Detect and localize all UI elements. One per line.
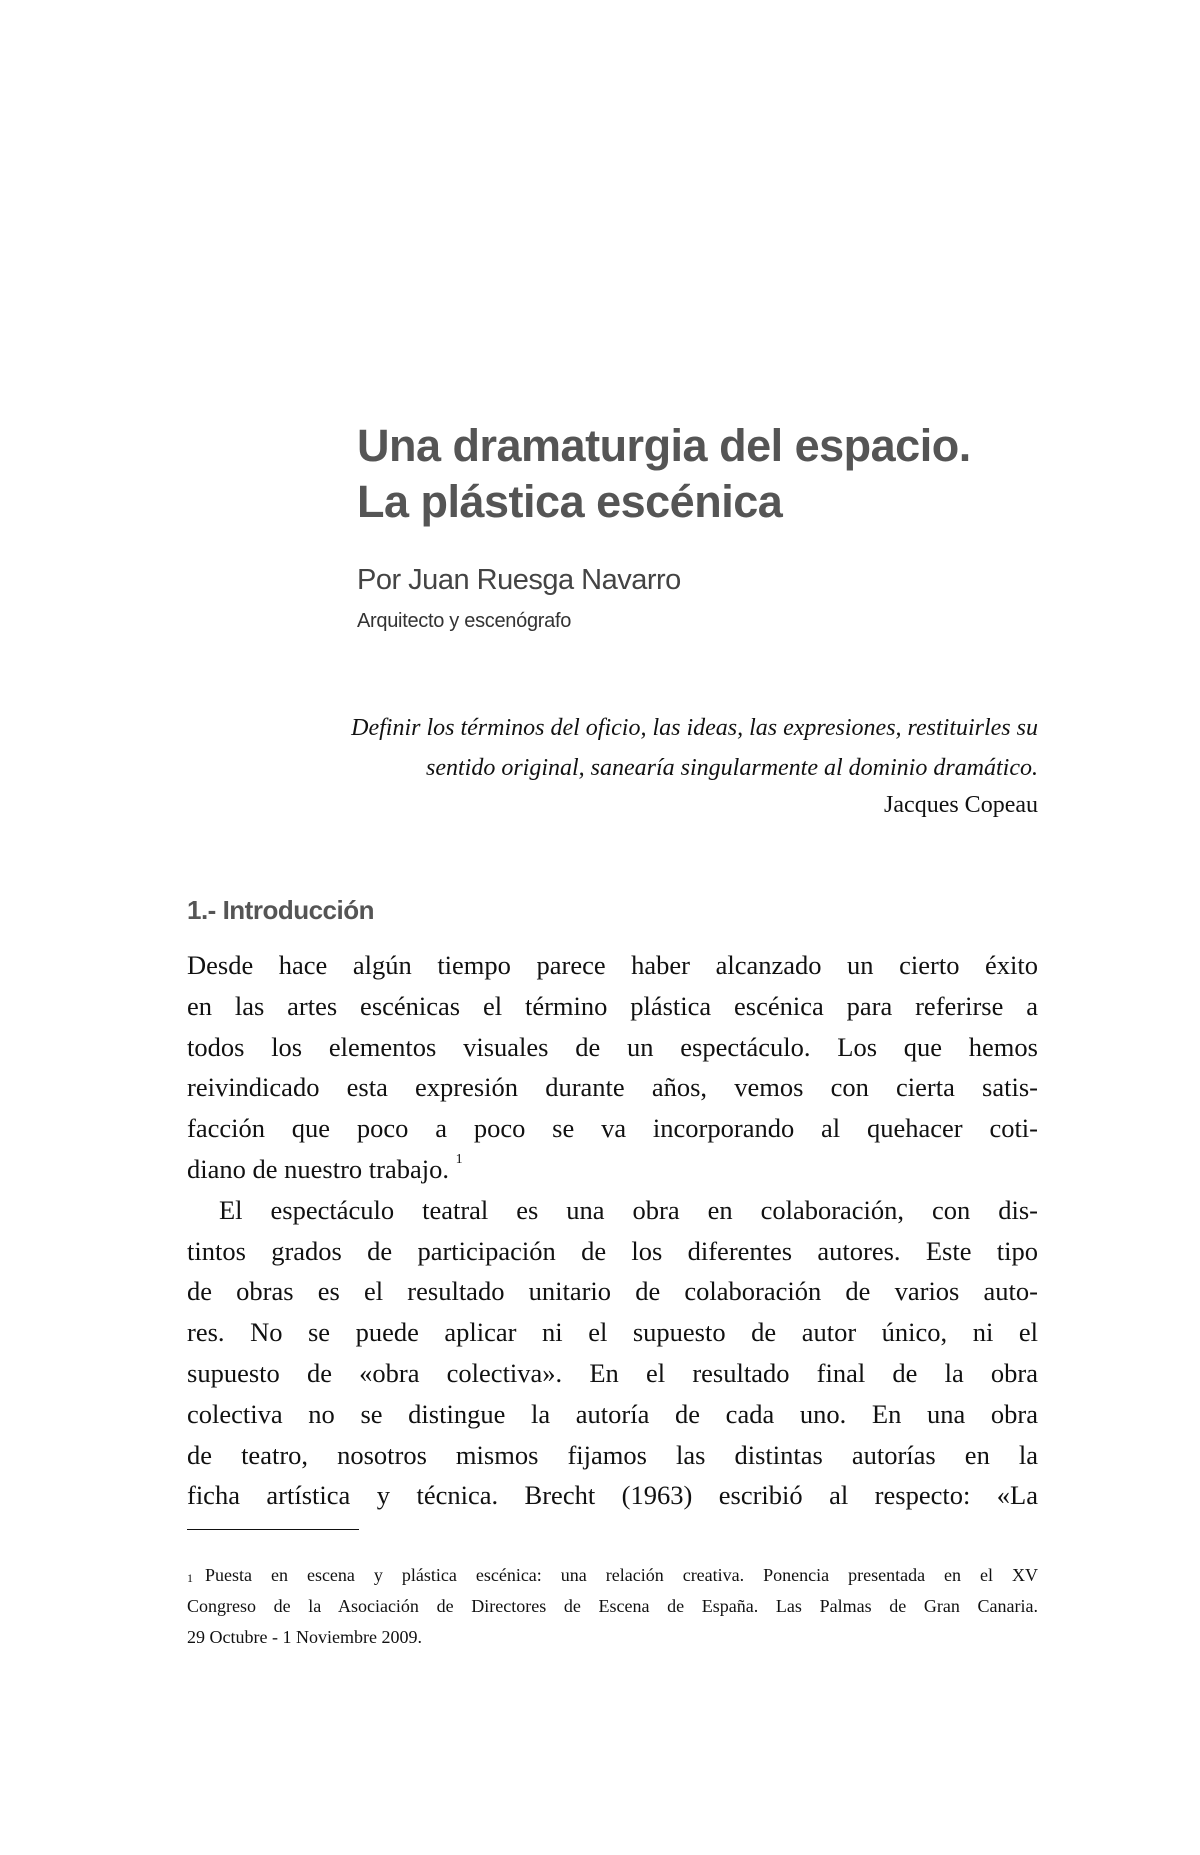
body-line: facción que poco a poco se va incorporando al quehacer coti- (187, 1113, 1038, 1144)
epigraph-line-2: sentido original, sanearía singularmente al dominio dramático. (426, 755, 1038, 781)
footnote-number: 1 (187, 1571, 193, 1585)
body-line: reivindicado esta expresión durante años, vemos con cierta satis- (187, 1072, 1038, 1103)
body-line: de obras es el resultado unitario de colaboración de varios auto- (187, 1276, 1038, 1307)
footnote-line-3: 29 Octubre - 1 Noviembre 2009. (187, 1627, 422, 1647)
body-line: El espectáculo teatral es una obra en colaboración, con dis- (219, 1194, 1038, 1225)
body-line: colectiva no se distingue la autoría de cada uno. En una obra (187, 1398, 1038, 1429)
body-line: de teatro, nosotros mismos fijamos las distintas autorías en la (187, 1439, 1038, 1470)
author-role: Arquitecto y escenógrafo (357, 610, 572, 632)
footnote-divider (187, 1529, 359, 1530)
epigraph-author: Jacques Copeau (884, 792, 1038, 818)
section-heading: 1.- Introducción (187, 895, 374, 925)
body-line: Desde hace algún tiempo parece haber alcanzado un cierto éxito (187, 950, 1038, 980)
body-text (187, 945, 1038, 1516)
footnote-reference[interactable]: 1 (455, 1151, 463, 1167)
body-line: tintos grados de participación de los diferentes autores. Este tipo (187, 1235, 1038, 1266)
body-line: todos los elementos visuales de un espectáculo. Los que hemos (187, 1031, 1038, 1062)
body-line-text: diano de nuestro trabajo. (187, 1153, 449, 1184)
article-title-line-1: Una dramaturgia del espacio. (357, 420, 971, 471)
body-line: supuesto de «obra colectiva». En el resultado final de la obra (187, 1357, 1038, 1388)
article-title-line-2: La plástica escénica (357, 476, 783, 527)
footnote (187, 1560, 1038, 1653)
epigraph-line-1: Definir los términos del oficio, las ideas, las expresiones, restituirles su (351, 715, 1038, 741)
footnote-line-2: Congreso de la Asociación de Directores de Escena de España. Las Palmas de Gran Canaria. (187, 1596, 1038, 1616)
body-line: ficha artística y técnica. Brecht (1963) escribió al respecto: «La (187, 1480, 1038, 1511)
epigraph-quote (218, 708, 1038, 788)
article-title (357, 418, 1077, 530)
footnote-line-1 (187, 1560, 1038, 1591)
author-name: Por Juan Ruesga Navarro (357, 564, 681, 596)
body-line: en las artes escénicas el término plástica escénica para referirse a (187, 990, 1038, 1021)
body-line: res. No se puede aplicar ni el supuesto de autor único, ni el (187, 1317, 1038, 1348)
body-line-last (187, 1149, 1038, 1190)
footnote-text: Puesta en escena y plástica escénica: una relación creativa. Ponencia presentada en el XV (205, 1565, 1038, 1585)
